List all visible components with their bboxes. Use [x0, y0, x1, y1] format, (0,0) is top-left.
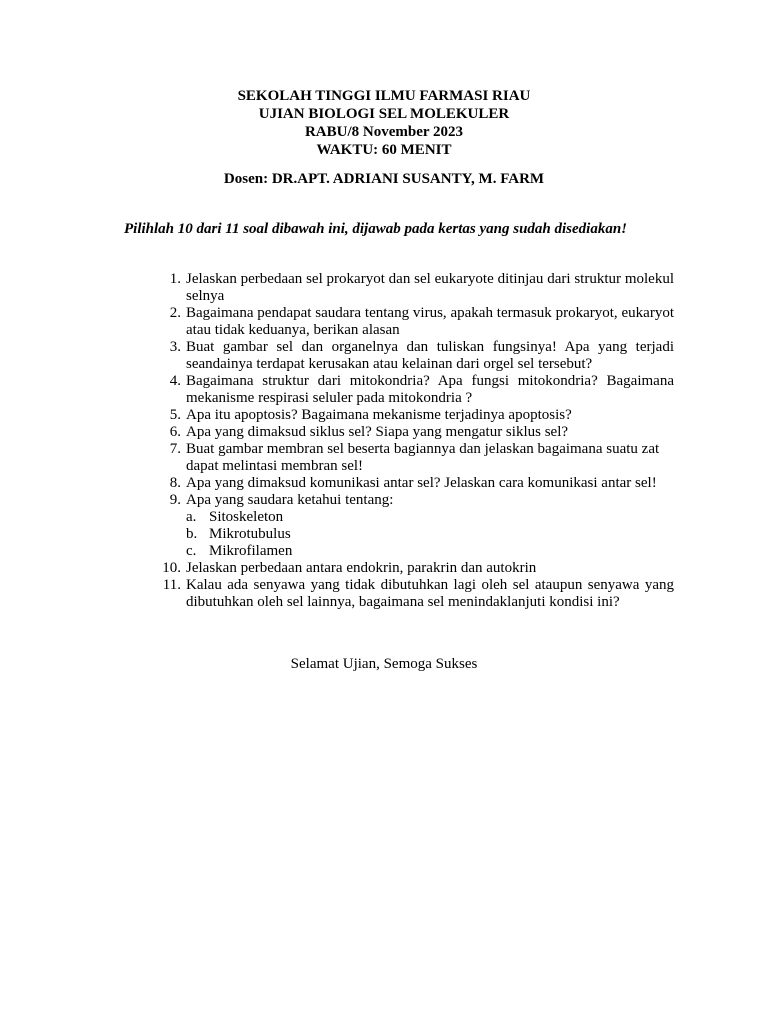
question-item — [160, 407, 674, 424]
question-text: Jelaskan perbedaan sel prokaryot dan sel eukaryote ditinjau dari struktur molekul selnya — [186, 271, 674, 304]
closing-message: Selamat Ujian, Semoga Sukses — [290, 656, 478, 672]
question-number: 11. — [162, 577, 181, 593]
institution-name: SEKOLAH TINGGI ILMU FARMASI RIAU — [237, 88, 531, 104]
question-item — [160, 373, 674, 407]
question-number: 9. — [169, 492, 181, 508]
question-text: Buat gambar sel dan organelnya dan tuliskan fungsinya! Apa yang terjadi seandainya terdapat kerusakan atau kelainan dari orgel sel tersebut? — [186, 339, 674, 372]
question-number: 7. — [169, 441, 181, 457]
question-item — [160, 475, 674, 492]
question-item — [160, 560, 674, 577]
sub-item-text: Mikrofilamen — [209, 543, 293, 559]
question-item — [160, 492, 674, 509]
question-text: Bagaimana struktur dari mitokondria? Apa fungsi mitokondria? Bagaimana mekanisme respirasi seluler pada mitokondria ? — [186, 373, 674, 406]
question-list — [160, 271, 674, 611]
sub-item-letter: a. — [186, 509, 197, 525]
sub-item-letter: b. — [186, 526, 198, 542]
question-number: 8. — [169, 475, 181, 491]
sub-item-letter: c. — [186, 543, 197, 559]
question-item — [160, 577, 674, 611]
exam-date: RABU/8 November 2023 — [304, 124, 464, 140]
question-number: 10. — [162, 560, 181, 576]
question-item — [160, 271, 674, 305]
question-number: 1. — [169, 271, 181, 287]
question-number: 5. — [169, 407, 181, 423]
question-number: 4. — [169, 373, 181, 389]
sub-item — [160, 526, 674, 543]
question-text: Apa yang dimaksud siklus sel? Siapa yang mengatur siklus sel? — [186, 424, 569, 440]
question-item — [160, 441, 674, 475]
question-text: Buat gambar membran sel beserta bagiannya dan jelaskan bagaimana suatu zat dapat melintasi membran sel! — [186, 441, 660, 474]
exam-duration: WAKTU: 60 MENIT — [316, 142, 452, 158]
question-text: Jelaskan perbedaan antara endokrin, parakrin dan autokrin — [186, 560, 537, 576]
sub-item-text: Mikrotubulus — [209, 526, 291, 542]
sub-item — [160, 543, 674, 560]
exam-instruction: Pilihlah 10 dari 11 soal dibawah ini, dijawab pada kertas yang sudah disediakan! — [124, 221, 628, 237]
question-number: 3. — [169, 339, 181, 355]
exam-title: UJIAN BIOLOGI SEL MOLEKULER — [258, 106, 510, 122]
question-number: 2. — [169, 305, 181, 321]
question-item — [160, 424, 674, 441]
sub-item — [160, 509, 674, 526]
question-text: Kalau ada senyawa yang tidak dibutuhkan lagi oleh sel ataupun senyawa yang dibutuhkan oleh sel lainnya, bagaimana sel menindaklanjuti kondisi ini? — [186, 577, 674, 610]
question-text: Apa itu apoptosis? Bagaimana mekanisme terjadinya apoptosis? — [186, 407, 572, 423]
question-number: 6. — [169, 424, 181, 440]
question-text: Apa yang dimaksud komunikasi antar sel? Jelaskan cara komunikasi antar sel! — [186, 475, 657, 491]
question-item — [160, 305, 674, 339]
sub-item-text: Sitoskeleton — [209, 509, 284, 525]
lecturer-name: Dosen: DR.APT. ADRIANI SUSANTY, M. FARM — [223, 171, 545, 187]
question-item — [160, 339, 674, 373]
exam-header — [0, 87, 768, 159]
question-text: Bagaimana pendapat saudara tentang virus, apakah termasuk prokaryot, eukaryot atau tidak keduanya, berikan alasan — [186, 305, 674, 338]
question-text: Apa yang saudara ketahui tentang: — [186, 492, 394, 508]
